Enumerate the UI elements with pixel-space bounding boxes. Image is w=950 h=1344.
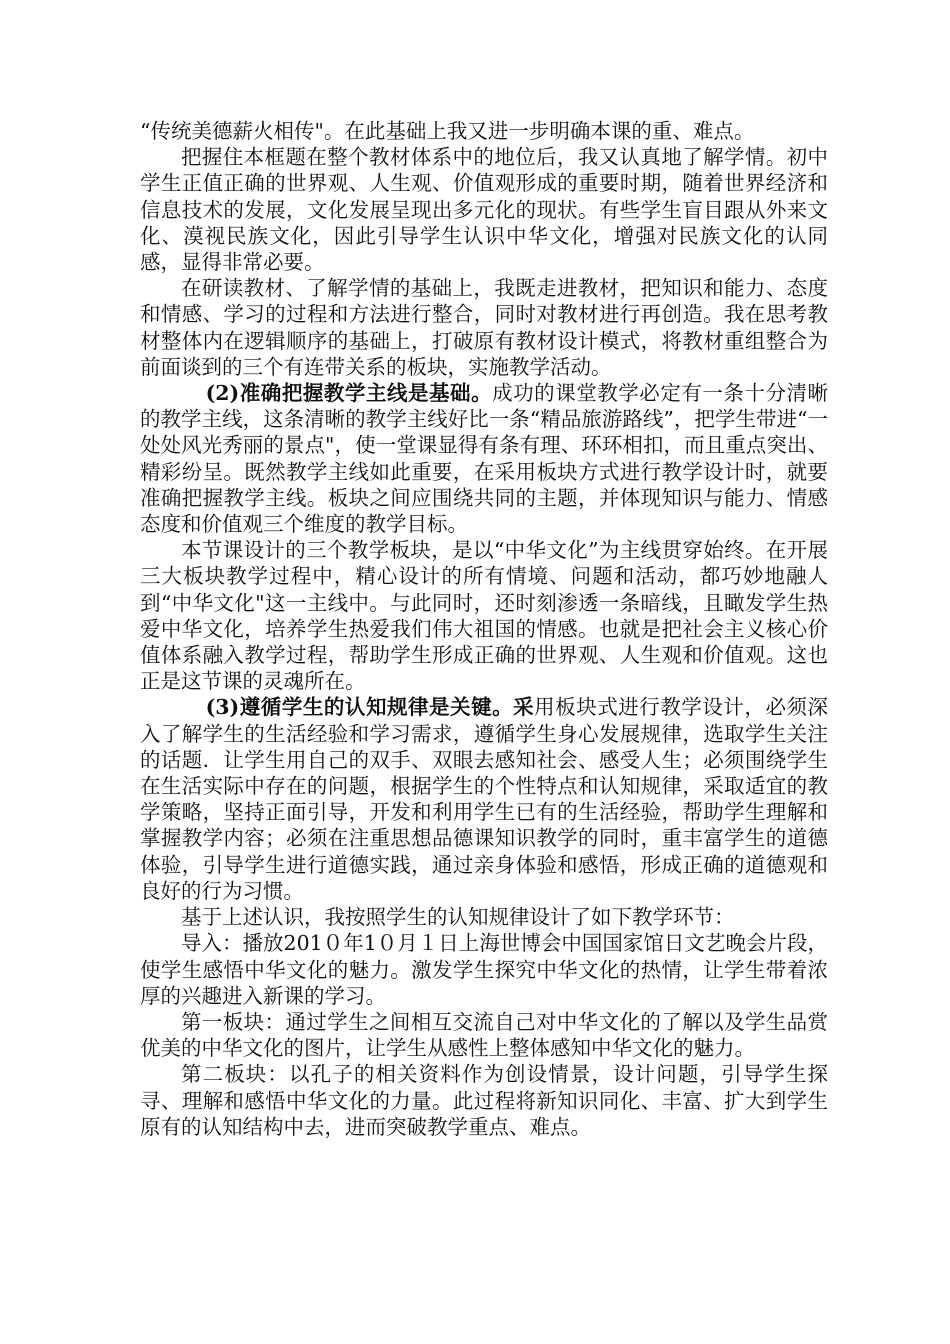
paragraph-text: 成功的课堂教学必定有一条十分清晰的教学主线，这条清晰的教学主线好比一条“精品旅游路线”，把学生带进“一处处风光秀丽的景点"，使一堂课显得有条有理、环环相扣，而且重点突出、精彩纷呈。既然教学主线如此重要，在采用板块方式进行教学设计时，就要准确把握教学主线。板块之间应围绕共同的主题，并体现知识与能力、情感态度和价值观三个维度的教学目标。 <box>140 381 829 537</box>
paragraph-text: 在研读教材、了解学情的基础上，我既走进教材，把知识和能力、态度和情感、学习的过程和方法进行整合，同时对教材进行再创造。我在思考教材整体内在逻辑顺序的基础上，打破原有教材设计模式，将教材重组整合为前面谈到的三个有连带关系的板块，实施教学活动。 <box>140 276 828 379</box>
paragraph-3 <box>140 275 828 380</box>
paragraph-5 <box>140 537 828 694</box>
paragraph-text: 第二板块：以孔子的相关资料作为创设情景，设计问题，引导学生探寻、理解和感悟中华文化的力量。此过程将新知识同化、丰富、扩大到学生原有的认知结构中去，进而突破教学重点、难点。 <box>140 1062 828 1139</box>
paragraph-1 <box>140 118 828 144</box>
paragraph-text: 导入：播放201０年1０月１日上海世博会中国国家馆日文艺晚会片段，使学生感悟中华文化的魅力。激发学生探究中华文化的热情，让学生带着浓厚的兴趣进入新课的学习。 <box>140 931 828 1008</box>
paragraph-2 <box>140 144 828 275</box>
paragraph-8 <box>140 930 828 1009</box>
section-heading: (2)准确把握教学主线是基础。 <box>205 381 493 406</box>
paragraph-text: 基于上述认识，我按照学生的认知规律设计了如下教学环节： <box>181 905 735 930</box>
paragraph-text: 把握住本框题在整个教材体系中的地位后，我又认真地了解学情。初中学生正值正确的世界观、人生观、价值观形成的重要时期，随着世界经济和信息技术的发展，文化发展呈现出多元化的现状。有些学生盲目跟从外来文化、漠视民族文化，因此引导学生认识中华文化，增强对民族文化的认同感，显得非常必要。 <box>140 145 828 275</box>
paragraph-text: 用板块式进行教学设计，必须深入了解学生的生活经验和学习需求，遵循学生身心发展规律，选取学生关注的话题．让学生用自己的双手、双眼去感知社会、感受人生；必须围绕学生在生活实际中存在的问题，根据学生的个性特点和认知规律，采取适宜的教学策略，坚持正面引导，开发和利用学生已有的生活经验，帮助学生理解和掌握教学内容；必须在注重思想品德课知识教学的同时，重丰富学生的道德体验，引导学生进行道德实践，通过亲身体验和感悟，形成正确的道德观和良好的行为习惯。 <box>140 695 828 903</box>
paragraph-text: 第一板块：通过学生之间相互交流自己对中华文化的了解以及学生品赏优美的中华文化的图片，让学生从感性上整体感知中华文化的魅力。 <box>140 1009 828 1061</box>
section-heading: (3)遵循学生的认知规律是关键。采 <box>205 695 535 720</box>
paragraph-4 <box>140 380 828 537</box>
paragraph-text: 本节课设计的三个教学板块，是以“中华文化”为主线贯穿始终。在开展三大板块教学过程中，精心设计的所有情境、问题和活动，都巧妙地融人到“中华文化"这一主线中。与此同时，还时刻渗透一条暗线，且瞰发学生热爱中华文化，培养学生热爱我们伟大祖国的情感。也就是把社会主义核心价值体系融入教学过程，帮助学生形成正确的世界观、人生观和价值观。这也正是这节课的灵魂所在。 <box>140 538 828 694</box>
paragraph-text: “传统美德薪火相传"。在此基础上我又进一步明确本课的重、难点。 <box>140 119 755 143</box>
paragraph-7 <box>140 904 828 930</box>
paragraph-10 <box>140 1061 828 1140</box>
document-page <box>140 118 828 1140</box>
paragraph-6 <box>140 694 828 904</box>
paragraph-9 <box>140 1009 828 1061</box>
